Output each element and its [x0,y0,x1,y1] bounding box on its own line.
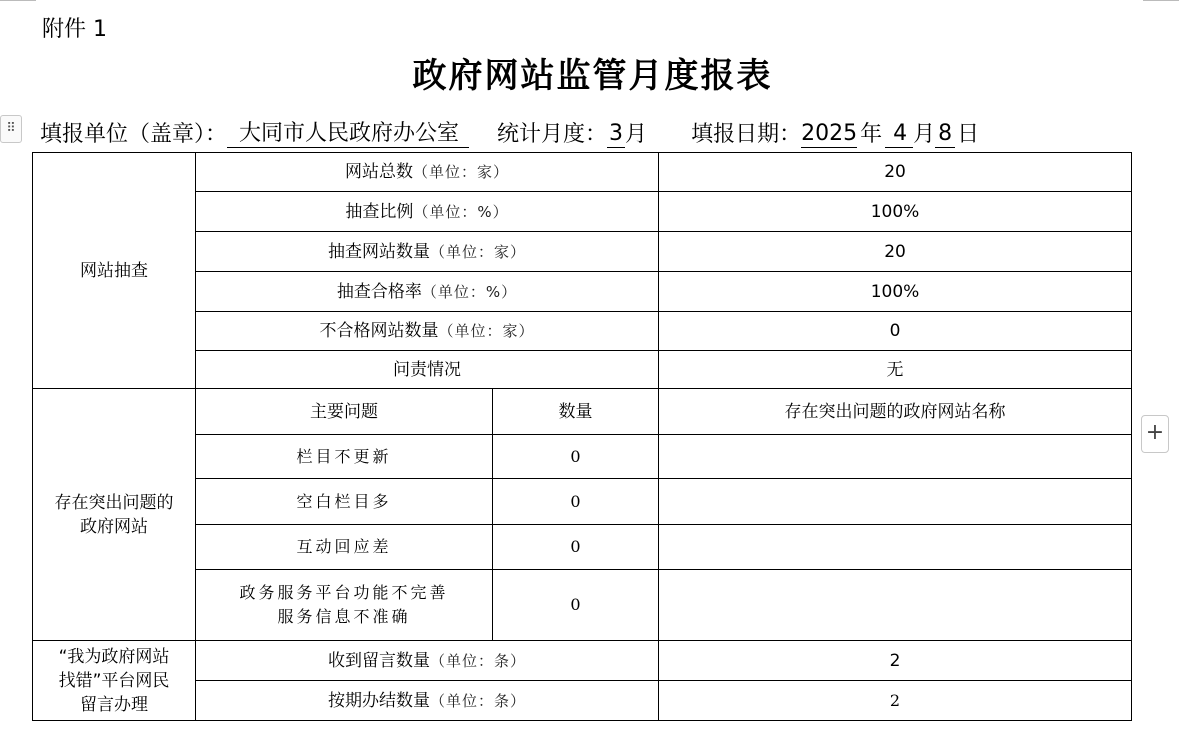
table-row [33,351,1132,389]
row-unit: （单位：%） [421,282,518,301]
month-suffix: 月 [625,122,648,147]
row-unit: （单位：%） [413,202,509,221]
row-unit: （单位：家） [438,322,535,340]
row-item: 抽查合格率 [336,281,422,302]
count-cell[interactable]: 0 [493,570,659,641]
table-row [33,525,1132,570]
header-site-names: 存在突出问题的政府网站名称 [659,389,1132,435]
page-corner-mark-right [1143,0,1179,3]
row-label [196,153,659,192]
row-label [196,192,659,232]
count-cell[interactable]: 0 [493,525,659,570]
plus-icon[interactable]: + [1141,415,1169,453]
row-item: 网站总数 [345,162,413,182]
row-value[interactable]: 100% [659,272,1132,312]
table-row [33,153,1132,192]
drag-handle-icon[interactable]: ⠿ [0,115,22,143]
row-value[interactable]: 无 [659,351,1132,389]
section-label-message-handling [33,641,196,721]
row-item: 抽查网站数量 [328,241,430,262]
row-unit: （单位：条） [430,651,527,670]
section-label-problem-sites [33,389,196,641]
row-item: 收到留言数量 [328,650,430,671]
table-row [33,570,1132,641]
section-label-website-check: 网站抽查 [33,153,196,389]
day-suffix: 日 [957,122,980,147]
page-corner-mark-left [0,0,36,3]
date-year-field[interactable]: 2025 [801,121,858,146]
year-suffix: 年 [860,122,883,147]
row-unit: （单位：条） [430,691,527,710]
section-label-line: 政府网站 [80,516,148,537]
count-cell[interactable]: 0 [493,435,659,479]
table-row [33,435,1132,479]
site-names-cell[interactable] [659,570,1132,641]
row-item: 按期办结数量 [328,690,430,711]
table-row [33,641,1132,681]
table-row [33,192,1132,232]
row-unit: （单位：家） [413,163,510,181]
section-label-line: 存在突出问题的 [54,492,174,513]
problem-cell: 互动回应差 [196,525,493,570]
table-row [33,681,1132,721]
table-row [33,232,1132,272]
problem-line: 服务信息不准确 [277,607,411,626]
table-row [33,272,1132,312]
site-names-cell[interactable] [659,525,1132,570]
unit-label: 填报单位（盖章）： [40,122,228,147]
row-item: 问责情况 [393,359,461,380]
row-value[interactable]: 0 [659,312,1132,351]
date-label: 填报日期： [691,122,802,147]
row-value[interactable]: 20 [659,232,1132,272]
section-label-line: 找错”平台网民 [58,670,170,691]
page-title: 政府网站监管月度报表 [412,56,773,96]
report-meta-line [40,116,979,148]
row-label [196,681,659,721]
row-label [196,641,659,681]
date-day-field[interactable]: 8 [935,121,955,148]
row-label [196,232,659,272]
section-label-line: 留言办理 [80,694,148,715]
row-value[interactable]: 100% [659,192,1132,232]
header-problem: 主要问题 [196,389,493,435]
unit-value-field[interactable]: 大同市人民政府办公室 [227,121,469,148]
site-names-cell[interactable] [659,435,1132,479]
row-unit: （单位：家） [430,242,527,261]
date-month-field[interactable]: 4 [885,121,913,148]
report-table [32,152,1132,721]
table-row [33,312,1132,351]
month-value-field[interactable]: 3 [609,121,624,146]
row-value[interactable]: 2 [659,681,1132,721]
count-cell[interactable]: 0 [493,479,659,525]
row-label [196,272,659,312]
table-row [33,479,1132,525]
row-label [196,312,659,351]
problem-cell: 栏目不更新 [196,435,493,479]
date-month-suffix: 月 [913,122,936,147]
problem-cell: 空白栏目多 [196,479,493,525]
header-count: 数量 [493,389,659,435]
row-value[interactable]: 20 [659,153,1132,192]
row-item: 不合格网站数量 [319,321,439,341]
problem-cell [196,570,493,641]
row-label [196,351,659,389]
month-label: 统计月度： [497,122,608,147]
section-label-line: “我为政府网站 [58,646,170,667]
row-value[interactable]: 2 [659,641,1132,681]
row-item: 抽查比例 [345,201,414,222]
table-header-row [33,389,1132,435]
site-names-cell[interactable] [659,479,1132,525]
problem-line: 政务服务平台功能不完善 [239,583,449,602]
attachment-label: 附件 1 [42,17,107,42]
